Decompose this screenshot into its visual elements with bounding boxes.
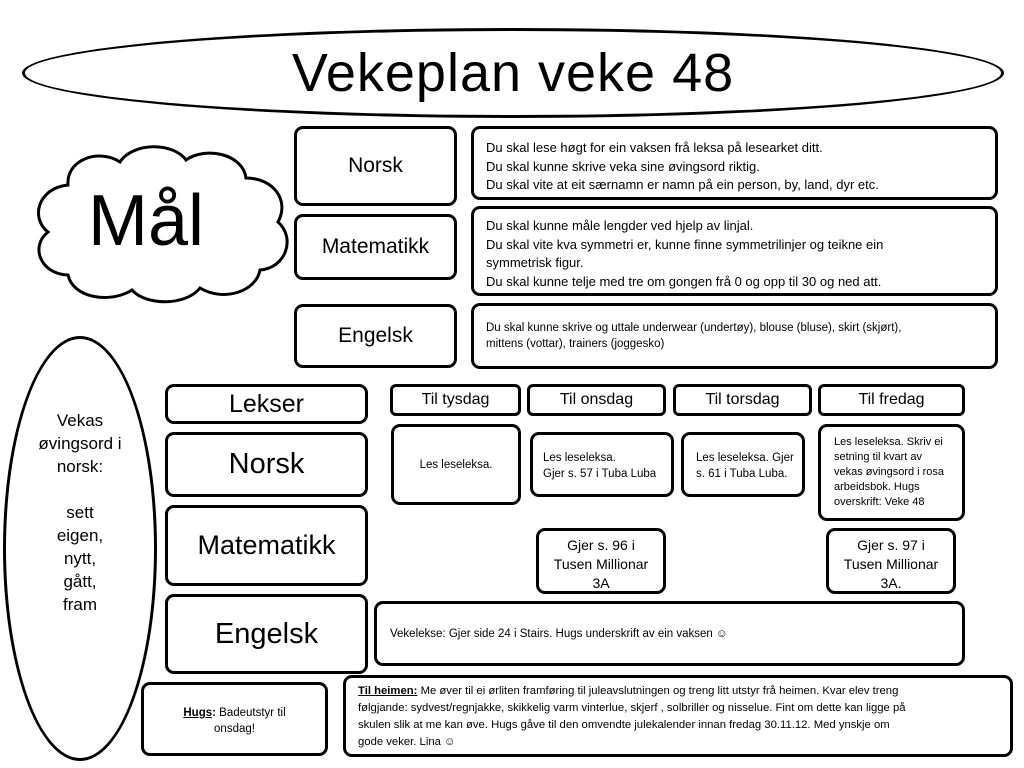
hugs-label: Hugs xyxy=(183,707,213,719)
homework-row-matematikk xyxy=(165,505,368,586)
word-item: nytt, xyxy=(63,549,97,568)
homework-norsk-tysdag xyxy=(391,424,521,505)
goal-line: Du skal vite kva symmetri er, kunne finne symmetrilinjer og teikne ein xyxy=(486,236,884,252)
goal-subject-norsk xyxy=(294,126,457,206)
homework-text: Les leseleksa. Gjer xyxy=(696,452,794,464)
homework-norsk-fredag xyxy=(818,424,965,521)
day-label: Til torsdag xyxy=(705,391,780,408)
goal-subject-label: Matematikk xyxy=(321,235,430,258)
goal-subject-label: Engelsk xyxy=(338,324,413,347)
goal-line: mittens (vottar), trainers (joggesko) xyxy=(486,338,665,350)
homework-text: Les leseleksa. xyxy=(419,458,493,471)
goal-line: Du skal lese høgt for ein vaksen frå leksa på lesearket ditt. xyxy=(486,140,823,155)
words-heading-line: øvingsord i xyxy=(38,434,122,453)
day-label: Til fredag xyxy=(858,391,925,408)
day-header-tysdag xyxy=(390,384,521,416)
day-label: Til tysdag xyxy=(421,391,490,408)
goals-cloud xyxy=(28,140,298,305)
goal-subject-matematikk xyxy=(294,214,457,280)
homework-text: setning til kvart av xyxy=(834,451,923,463)
homework-text: vekas øvingsord i rosa xyxy=(834,466,945,478)
homework-text: Gjer s. 97 i xyxy=(857,537,925,553)
row-label: Matematikk xyxy=(197,530,336,560)
goal-line: Du skal vite at eit særnamn er namn på ein person, by, land, dyr etc. xyxy=(486,177,879,192)
homework-heading xyxy=(165,384,368,424)
word-item: fram xyxy=(63,595,97,614)
home-note-line: skulen slik at me kan øve. Hugs gåve til den omvendte julekalender innan fredag 30.11.12. Med ynskje om xyxy=(358,719,890,731)
hugs-text: Badeutstyr til xyxy=(215,707,286,719)
goal-text-matematikk xyxy=(471,206,998,296)
row-label: Norsk xyxy=(228,448,305,480)
homework-text: 3A. xyxy=(880,575,902,591)
words-heading-line: Vekas xyxy=(56,411,104,430)
day-label: Til onsdag xyxy=(559,391,634,408)
homework-text: Tusen Millionar xyxy=(553,556,649,572)
word-item: eigen, xyxy=(56,526,104,545)
homework-heading-label: Lekser xyxy=(228,389,305,418)
homework-text: overskrift: Veke 48 xyxy=(834,496,925,508)
word-item: sett xyxy=(66,503,94,522)
homework-norsk-onsdag xyxy=(530,432,674,497)
goal-subject-label: Norsk xyxy=(348,154,403,177)
homework-row-norsk xyxy=(165,432,368,497)
homework-text: Tusen Millionar xyxy=(843,556,939,572)
goals-heading: Mål xyxy=(87,181,205,261)
goal-text-engelsk xyxy=(471,303,998,369)
title-ellipse xyxy=(22,28,1004,118)
weekly-words-ellipse xyxy=(3,336,157,761)
hugs-text: onsdag! xyxy=(214,723,255,735)
word-item: gått, xyxy=(63,572,97,591)
goal-line: symmetrisk figur. xyxy=(486,255,584,270)
homework-engelsk-week xyxy=(374,601,965,666)
homework-norsk-torsdag xyxy=(681,432,805,497)
homework-text: Vekelekse: Gjer side 24 i Stairs. Hugs underskrift av ein vaksen ☺ xyxy=(390,627,728,640)
homework-text: arbeidsbok. Hugs xyxy=(834,481,920,493)
words-heading-line: norsk: xyxy=(56,457,104,476)
goal-text-norsk xyxy=(471,126,998,200)
home-note-box xyxy=(343,675,1013,757)
goal-line: Du skal kunne skrive og uttale underwear (undertøy), blouse (bluse), skirt (skjørt), xyxy=(486,322,902,334)
homework-row-engelsk xyxy=(165,594,368,674)
hugs-box: Hugs: Badeutstyr til onsdag! xyxy=(141,682,328,756)
day-header-torsdag xyxy=(673,384,812,416)
goal-line: Du skal kunne skrive veka sine øvingsord riktig. xyxy=(486,158,760,174)
home-note-line: Me øver til ei ørliten framføring til juleavslutningen og treng litt utstyr frå heimen. Kvar elev treng xyxy=(417,685,899,697)
homework-text: Les leseleksa. Skriv ei xyxy=(834,436,943,448)
day-header-fredag xyxy=(818,384,965,416)
row-label: Engelsk xyxy=(214,617,319,650)
page-title: Vekeplan veke 48 xyxy=(291,43,735,103)
homework-text: Les leseleksa. xyxy=(543,452,616,464)
day-header-onsdag xyxy=(527,384,666,416)
homework-matematikk-onsdag xyxy=(536,528,666,594)
home-note-label: Til heimen: xyxy=(358,685,418,697)
homework-text: Gjer s. 96 i xyxy=(567,537,635,553)
home-note-line: gode veker. Lina ☺ xyxy=(358,736,456,748)
homework-text: Gjer s. 57 i Tuba Luba xyxy=(543,468,657,480)
goal-line: Du skal kunne måle lengder ved hjelp av linjal. xyxy=(486,218,754,233)
homework-text: s. 61 i Tuba Luba. xyxy=(696,468,788,480)
goal-line: Du skal kunne telje med tre om gongen frå 0 og opp til 30 og ned att. xyxy=(486,273,882,289)
homework-text: 3A xyxy=(592,575,610,591)
goal-subject-engelsk xyxy=(294,304,457,368)
homework-matematikk-fredag xyxy=(826,528,956,594)
home-note-line: følgjande: sydvest/regnjakke, skikkelig varm vinterlue, skjerf , solbriller og nisselue. Fint om dette kan ligge på xyxy=(358,702,906,714)
